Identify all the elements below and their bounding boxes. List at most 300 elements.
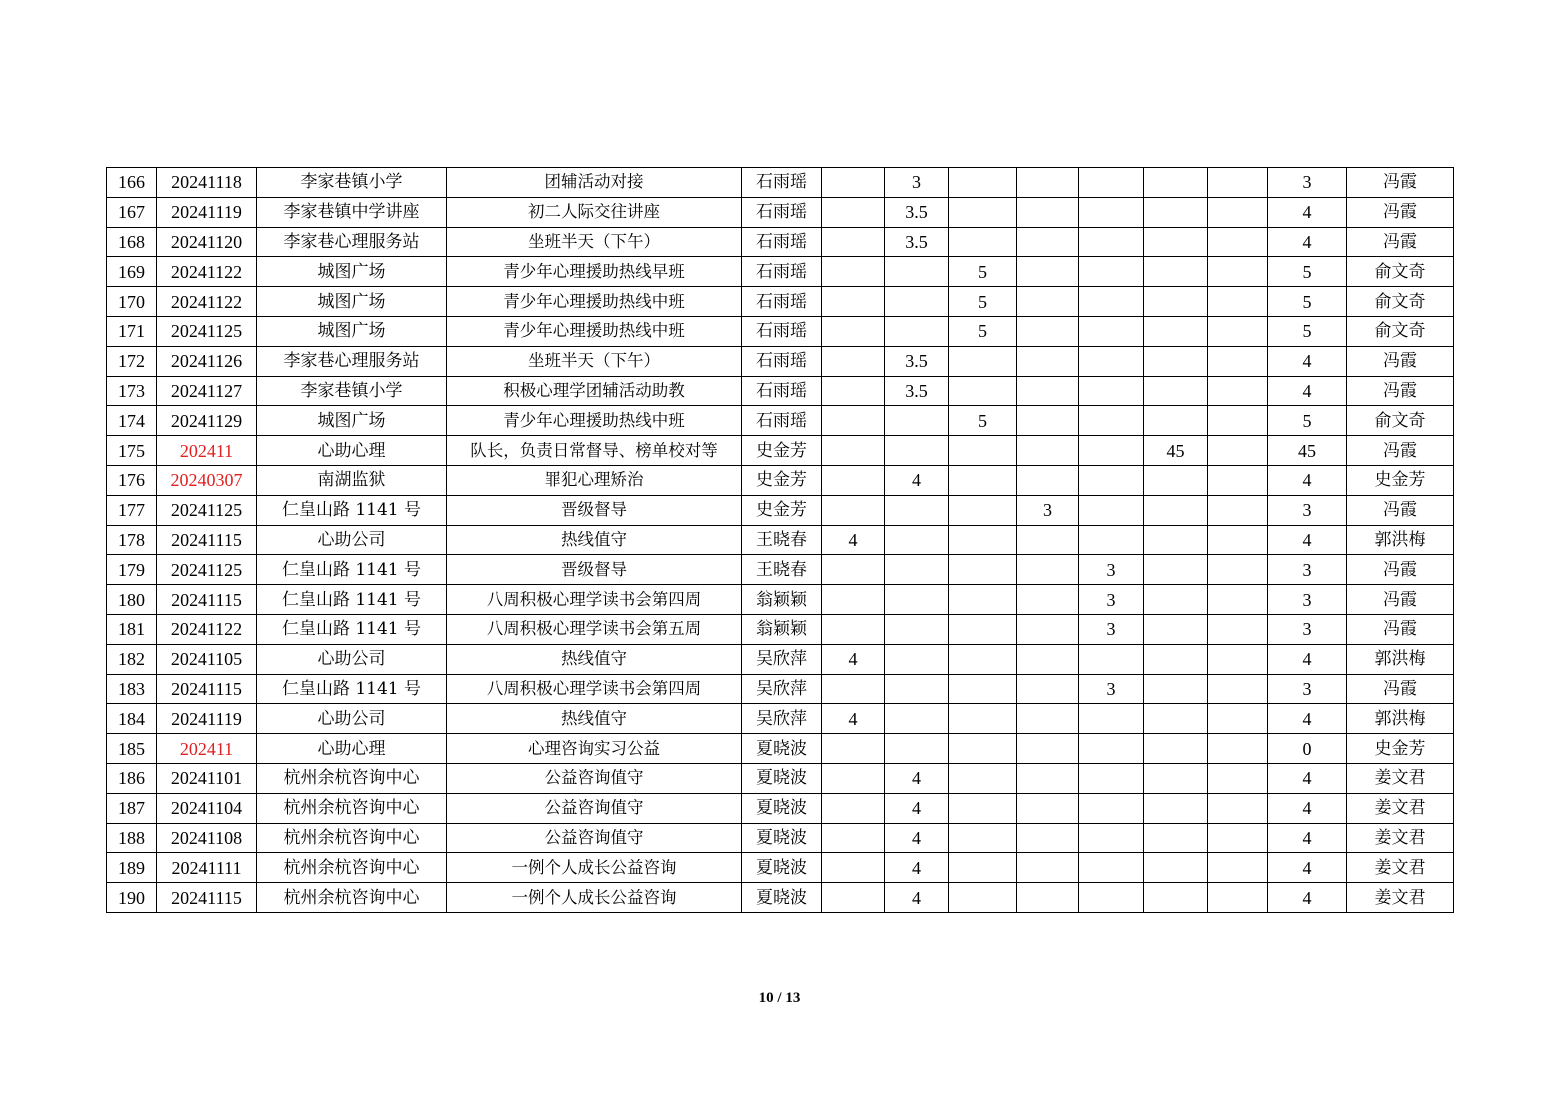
hours-col-1-cell [822, 614, 885, 644]
volunteer-name-cell: 夏晓波 [742, 823, 822, 853]
hours-col-4-cell [1017, 465, 1079, 495]
row-number-cell: 178 [107, 525, 157, 555]
location-cell: 仁皇山路 1141 号 [257, 495, 447, 525]
supervisor-cell: 史金芳 [1347, 465, 1454, 495]
table-row [107, 793, 1454, 823]
total-hours-cell: 4 [1268, 197, 1347, 227]
hours-col-4-cell [1017, 853, 1079, 883]
total-hours-cell: 3 [1268, 674, 1347, 704]
volunteer-name-cell: 夏晓波 [742, 883, 822, 913]
activity-cell: 队长，负责日常督导、榜单校对等 [447, 436, 742, 466]
row-number-cell: 187 [107, 793, 157, 823]
location-cell: 杭州余杭咨询中心 [257, 793, 447, 823]
row-number-cell: 170 [107, 287, 157, 317]
hours-col-6-cell [1144, 674, 1208, 704]
hours-col-6-cell [1144, 585, 1208, 615]
hours-col-7-cell [1208, 316, 1268, 346]
hours-col-7-cell [1208, 555, 1268, 585]
hours-col-5-cell [1079, 287, 1144, 317]
hours-col-5-cell [1079, 644, 1144, 674]
date-cell: 20241119 [157, 197, 257, 227]
hours-col-3-cell [949, 525, 1017, 555]
volunteer-name-cell: 王晓春 [742, 555, 822, 585]
hours-col-2-cell [885, 674, 949, 704]
supervisor-cell: 俞文奇 [1347, 257, 1454, 287]
location-cell: 杭州余杭咨询中心 [257, 853, 447, 883]
volunteer-name-cell: 石雨瑶 [742, 346, 822, 376]
total-hours-cell: 4 [1268, 823, 1347, 853]
hours-col-7-cell [1208, 197, 1268, 227]
hours-col-2-cell: 3.5 [885, 376, 949, 406]
location-cell: 李家巷心理服务站 [257, 227, 447, 257]
hours-col-2-cell [885, 316, 949, 346]
hours-col-4-cell [1017, 168, 1079, 198]
row-number-cell: 175 [107, 436, 157, 466]
hours-col-1-cell [822, 793, 885, 823]
hours-col-1-cell [822, 465, 885, 495]
location-cell: 仁皇山路 1141 号 [257, 674, 447, 704]
hours-col-7-cell [1208, 436, 1268, 466]
hours-col-6-cell [1144, 883, 1208, 913]
activity-cell: 热线值守 [447, 644, 742, 674]
hours-col-3-cell [949, 674, 1017, 704]
total-hours-cell: 5 [1268, 406, 1347, 436]
supervisor-cell: 冯霞 [1347, 346, 1454, 376]
hours-col-1-cell [822, 287, 885, 317]
hours-col-7-cell [1208, 465, 1268, 495]
hours-col-5-cell [1079, 197, 1144, 227]
hours-col-5-cell [1079, 734, 1144, 764]
hours-col-1-cell [822, 436, 885, 466]
supervisor-cell: 冯霞 [1347, 227, 1454, 257]
activity-cell: 青少年心理援助热线早班 [447, 257, 742, 287]
date-cell: 20241127 [157, 376, 257, 406]
activity-cell: 晋级督导 [447, 495, 742, 525]
hours-col-2-cell: 4 [885, 853, 949, 883]
supervisor-cell: 郭洪梅 [1347, 644, 1454, 674]
volunteer-name-cell: 石雨瑶 [742, 197, 822, 227]
table-row [107, 883, 1454, 913]
total-hours-cell: 3 [1268, 585, 1347, 615]
hours-col-3-cell: 5 [949, 287, 1017, 317]
hours-col-7-cell [1208, 287, 1268, 317]
hours-col-1-cell [822, 376, 885, 406]
hours-table [106, 167, 1454, 913]
hours-col-5-cell: 3 [1079, 674, 1144, 704]
hours-col-1-cell [822, 346, 885, 376]
hours-col-4-cell [1017, 585, 1079, 615]
table-row [107, 704, 1454, 734]
hours-col-4-cell [1017, 376, 1079, 406]
hours-col-7-cell [1208, 227, 1268, 257]
location-cell: 李家巷镇小学 [257, 376, 447, 406]
activity-cell: 公益咨询值守 [447, 763, 742, 793]
total-hours-cell: 4 [1268, 763, 1347, 793]
row-number-cell: 179 [107, 555, 157, 585]
page-number: 10 / 13 [758, 990, 801, 1006]
hours-col-2-cell [885, 525, 949, 555]
hours-col-5-cell [1079, 257, 1144, 287]
hours-col-5-cell [1079, 525, 1144, 555]
location-cell: 仁皇山路 1141 号 [257, 555, 447, 585]
volunteer-name-cell: 石雨瑶 [742, 406, 822, 436]
total-hours-cell: 4 [1268, 376, 1347, 406]
hours-col-5-cell [1079, 495, 1144, 525]
hours-col-2-cell [885, 644, 949, 674]
row-number-cell: 182 [107, 644, 157, 674]
hours-col-1-cell [822, 585, 885, 615]
date-cell: 20241115 [157, 585, 257, 615]
hours-col-1-cell [822, 406, 885, 436]
table-row [107, 168, 1454, 198]
hours-col-4-cell [1017, 406, 1079, 436]
hours-col-5-cell [1079, 376, 1144, 406]
row-number-cell: 180 [107, 585, 157, 615]
hours-col-3-cell [949, 614, 1017, 644]
total-hours-cell: 45 [1268, 436, 1347, 466]
table-row [107, 346, 1454, 376]
activity-cell: 青少年心理援助热线中班 [447, 406, 742, 436]
supervisor-cell: 郭洪梅 [1347, 525, 1454, 555]
activity-cell: 一例个人成长公益咨询 [447, 853, 742, 883]
volunteer-name-cell: 石雨瑶 [742, 376, 822, 406]
date-cell: 20241125 [157, 555, 257, 585]
supervisor-cell: 郭洪梅 [1347, 704, 1454, 734]
hours-col-4-cell [1017, 257, 1079, 287]
volunteer-name-cell: 夏晓波 [742, 734, 822, 764]
hours-col-2-cell: 4 [885, 793, 949, 823]
hours-col-5-cell [1079, 883, 1144, 913]
activity-cell: 热线值守 [447, 525, 742, 555]
hours-col-1-cell [822, 823, 885, 853]
location-cell: 李家巷镇中学讲座 [257, 197, 447, 227]
hours-col-7-cell [1208, 763, 1268, 793]
hours-col-1-cell [822, 555, 885, 585]
row-number-cell: 184 [107, 704, 157, 734]
table-row [107, 644, 1454, 674]
hours-col-7-cell [1208, 853, 1268, 883]
hours-col-3-cell [949, 734, 1017, 764]
activity-cell: 心理咨询实习公益 [447, 734, 742, 764]
hours-col-3-cell [949, 585, 1017, 615]
hours-col-6-cell [1144, 734, 1208, 764]
hours-col-5-cell [1079, 316, 1144, 346]
date-cell: 20241126 [157, 346, 257, 376]
activity-cell: 罪犯心理矫治 [447, 465, 742, 495]
table-row [107, 257, 1454, 287]
hours-col-6-cell [1144, 316, 1208, 346]
table-row [107, 197, 1454, 227]
location-cell: 心助心理 [257, 436, 447, 466]
date-cell: 20241125 [157, 495, 257, 525]
hours-col-1-cell [822, 197, 885, 227]
hours-col-6-cell [1144, 644, 1208, 674]
activity-cell: 公益咨询值守 [447, 823, 742, 853]
total-hours-cell: 5 [1268, 316, 1347, 346]
supervisor-cell: 冯霞 [1347, 495, 1454, 525]
date-cell: 20241122 [157, 257, 257, 287]
hours-col-6-cell [1144, 465, 1208, 495]
activity-cell: 坐班半天（下午） [447, 227, 742, 257]
hours-col-6-cell [1144, 704, 1208, 734]
table-row [107, 555, 1454, 585]
table-row [107, 823, 1454, 853]
table-row [107, 674, 1454, 704]
location-cell: 心助公司 [257, 525, 447, 555]
hours-col-6-cell [1144, 793, 1208, 823]
hours-col-3-cell [949, 644, 1017, 674]
activity-cell: 一例个人成长公益咨询 [447, 883, 742, 913]
hours-col-4-cell [1017, 436, 1079, 466]
volunteer-name-cell: 石雨瑶 [742, 168, 822, 198]
location-cell: 李家巷心理服务站 [257, 346, 447, 376]
supervisor-cell: 俞文奇 [1347, 406, 1454, 436]
row-number-cell: 167 [107, 197, 157, 227]
table-row [107, 376, 1454, 406]
hours-col-5-cell [1079, 406, 1144, 436]
hours-col-4-cell [1017, 525, 1079, 555]
hours-col-7-cell [1208, 644, 1268, 674]
activity-cell: 晋级督导 [447, 555, 742, 585]
date-cell: 202411 [157, 436, 257, 466]
hours-col-4-cell [1017, 287, 1079, 317]
hours-col-7-cell [1208, 734, 1268, 764]
total-hours-cell: 4 [1268, 227, 1347, 257]
volunteer-name-cell: 翁颖颖 [742, 614, 822, 644]
hours-col-6-cell [1144, 346, 1208, 376]
hours-col-4-cell [1017, 704, 1079, 734]
table-row [107, 763, 1454, 793]
hours-col-2-cell [885, 257, 949, 287]
row-number-cell: 185 [107, 734, 157, 764]
total-hours-cell: 5 [1268, 257, 1347, 287]
activity-cell: 团辅活动对接 [447, 168, 742, 198]
hours-col-4-cell [1017, 316, 1079, 346]
hours-col-7-cell [1208, 674, 1268, 704]
date-cell: 20241115 [157, 674, 257, 704]
hours-col-6-cell: 45 [1144, 436, 1208, 466]
hours-col-5-cell: 3 [1079, 585, 1144, 615]
total-hours-cell: 4 [1268, 465, 1347, 495]
supervisor-cell: 冯霞 [1347, 168, 1454, 198]
location-cell: 心助心理 [257, 734, 447, 764]
volunteer-name-cell: 史金芳 [742, 465, 822, 495]
hours-col-3-cell [949, 883, 1017, 913]
supervisor-cell: 史金芳 [1347, 734, 1454, 764]
activity-cell: 青少年心理援助热线中班 [447, 287, 742, 317]
volunteer-name-cell: 翁颖颖 [742, 585, 822, 615]
table-row [107, 495, 1454, 525]
volunteer-name-cell: 夏晓波 [742, 763, 822, 793]
row-number-cell: 188 [107, 823, 157, 853]
activity-cell: 八周积极心理学读书会第四周 [447, 674, 742, 704]
hours-col-2-cell [885, 287, 949, 317]
hours-col-1-cell [822, 883, 885, 913]
hours-col-2-cell [885, 734, 949, 764]
hours-col-1-cell [822, 763, 885, 793]
hours-col-6-cell [1144, 287, 1208, 317]
hours-col-3-cell [949, 793, 1017, 823]
hours-col-4-cell [1017, 555, 1079, 585]
supervisor-cell: 冯霞 [1347, 585, 1454, 615]
row-number-cell: 166 [107, 168, 157, 198]
hours-col-6-cell [1144, 853, 1208, 883]
hours-col-5-cell: 3 [1079, 614, 1144, 644]
hours-col-4-cell [1017, 614, 1079, 644]
hours-col-5-cell [1079, 823, 1144, 853]
total-hours-cell: 4 [1268, 853, 1347, 883]
hours-col-5-cell [1079, 793, 1144, 823]
hours-col-7-cell [1208, 346, 1268, 376]
date-cell: 20241115 [157, 525, 257, 555]
hours-col-2-cell: 3.5 [885, 227, 949, 257]
hours-col-3-cell [949, 853, 1017, 883]
activity-cell: 热线值守 [447, 704, 742, 734]
hours-col-4-cell [1017, 346, 1079, 376]
hours-col-7-cell [1208, 257, 1268, 287]
hours-col-3-cell [949, 823, 1017, 853]
hours-col-5-cell [1079, 346, 1144, 376]
hours-col-7-cell [1208, 406, 1268, 436]
hours-col-3-cell [949, 763, 1017, 793]
hours-col-6-cell [1144, 257, 1208, 287]
activity-cell: 积极心理学团辅活动助教 [447, 376, 742, 406]
activity-cell: 八周积极心理学读书会第五周 [447, 614, 742, 644]
hours-col-2-cell: 4 [885, 883, 949, 913]
location-cell: 心助公司 [257, 704, 447, 734]
location-cell: 仁皇山路 1141 号 [257, 585, 447, 615]
activity-cell: 坐班半天（下午） [447, 346, 742, 376]
hours-col-7-cell [1208, 525, 1268, 555]
hours-col-2-cell: 4 [885, 763, 949, 793]
hours-col-3-cell [949, 555, 1017, 585]
hours-col-4-cell [1017, 644, 1079, 674]
hours-col-2-cell: 4 [885, 465, 949, 495]
date-cell: 20241120 [157, 227, 257, 257]
hours-col-3-cell [949, 495, 1017, 525]
row-number-cell: 168 [107, 227, 157, 257]
hours-col-1-cell [822, 674, 885, 704]
activity-cell: 八周积极心理学读书会第四周 [447, 585, 742, 615]
activity-cell: 初二人际交往讲座 [447, 197, 742, 227]
hours-col-6-cell [1144, 406, 1208, 436]
hours-col-3-cell [949, 168, 1017, 198]
row-number-cell: 173 [107, 376, 157, 406]
hours-col-1-cell: 4 [822, 704, 885, 734]
total-hours-cell: 3 [1268, 168, 1347, 198]
hours-col-2-cell: 3.5 [885, 346, 949, 376]
location-cell: 杭州余杭咨询中心 [257, 883, 447, 913]
table-row [107, 734, 1454, 764]
hours-col-5-cell [1079, 168, 1144, 198]
hours-col-6-cell [1144, 614, 1208, 644]
date-cell: 20241122 [157, 614, 257, 644]
hours-col-3-cell [949, 465, 1017, 495]
supervisor-cell: 冯霞 [1347, 436, 1454, 466]
date-cell: 20241101 [157, 763, 257, 793]
row-number-cell: 171 [107, 316, 157, 346]
volunteer-name-cell: 吴欣萍 [742, 644, 822, 674]
hours-col-3-cell [949, 227, 1017, 257]
hours-col-2-cell [885, 436, 949, 466]
row-number-cell: 172 [107, 346, 157, 376]
hours-col-6-cell [1144, 495, 1208, 525]
supervisor-cell: 姜文君 [1347, 793, 1454, 823]
hours-col-4-cell [1017, 763, 1079, 793]
hours-col-3-cell [949, 346, 1017, 376]
row-number-cell: 186 [107, 763, 157, 793]
hours-col-6-cell [1144, 525, 1208, 555]
date-cell: 20241111 [157, 853, 257, 883]
hours-col-5-cell [1079, 853, 1144, 883]
hours-col-4-cell [1017, 197, 1079, 227]
location-cell: 城图广场 [257, 316, 447, 346]
hours-col-1-cell: 4 [822, 525, 885, 555]
hours-col-3-cell [949, 436, 1017, 466]
hours-col-4-cell: 3 [1017, 495, 1079, 525]
activity-cell: 公益咨询值守 [447, 793, 742, 823]
hours-col-3-cell [949, 197, 1017, 227]
hours-col-1-cell [822, 316, 885, 346]
volunteer-name-cell: 史金芳 [742, 495, 822, 525]
hours-col-4-cell [1017, 734, 1079, 764]
hours-col-1-cell [822, 495, 885, 525]
supervisor-cell: 俞文奇 [1347, 287, 1454, 317]
hours-col-2-cell [885, 585, 949, 615]
hours-col-6-cell [1144, 763, 1208, 793]
supervisor-cell: 冯霞 [1347, 674, 1454, 704]
total-hours-cell: 4 [1268, 704, 1347, 734]
supervisor-cell: 姜文君 [1347, 763, 1454, 793]
row-number-cell: 177 [107, 495, 157, 525]
volunteer-name-cell: 夏晓波 [742, 793, 822, 823]
hours-col-7-cell [1208, 168, 1268, 198]
hours-col-7-cell [1208, 823, 1268, 853]
table-row [107, 227, 1454, 257]
table-row [107, 287, 1454, 317]
table-row [107, 614, 1454, 644]
date-cell: 20240307 [157, 465, 257, 495]
hours-col-1-cell: 4 [822, 644, 885, 674]
hours-col-4-cell [1017, 674, 1079, 704]
hours-col-5-cell [1079, 763, 1144, 793]
hours-col-7-cell [1208, 585, 1268, 615]
volunteer-name-cell: 吴欣萍 [742, 704, 822, 734]
hours-col-1-cell [822, 227, 885, 257]
table-row [107, 406, 1454, 436]
hours-col-4-cell [1017, 227, 1079, 257]
hours-col-4-cell [1017, 823, 1079, 853]
date-cell: 20241125 [157, 316, 257, 346]
location-cell: 仁皇山路 1141 号 [257, 614, 447, 644]
row-number-cell: 189 [107, 853, 157, 883]
hours-col-6-cell [1144, 555, 1208, 585]
hours-col-6-cell [1144, 376, 1208, 406]
location-cell: 李家巷镇小学 [257, 168, 447, 198]
hours-col-4-cell [1017, 793, 1079, 823]
location-cell: 杭州余杭咨询中心 [257, 823, 447, 853]
table-row [107, 316, 1454, 346]
activity-cell: 青少年心理援助热线中班 [447, 316, 742, 346]
table-row [107, 436, 1454, 466]
supervisor-cell: 姜文君 [1347, 823, 1454, 853]
supervisor-cell: 冯霞 [1347, 555, 1454, 585]
volunteer-name-cell: 史金芳 [742, 436, 822, 466]
table-row [107, 853, 1454, 883]
hours-col-7-cell [1208, 704, 1268, 734]
date-cell: 20241118 [157, 168, 257, 198]
volunteer-name-cell: 王晓春 [742, 525, 822, 555]
